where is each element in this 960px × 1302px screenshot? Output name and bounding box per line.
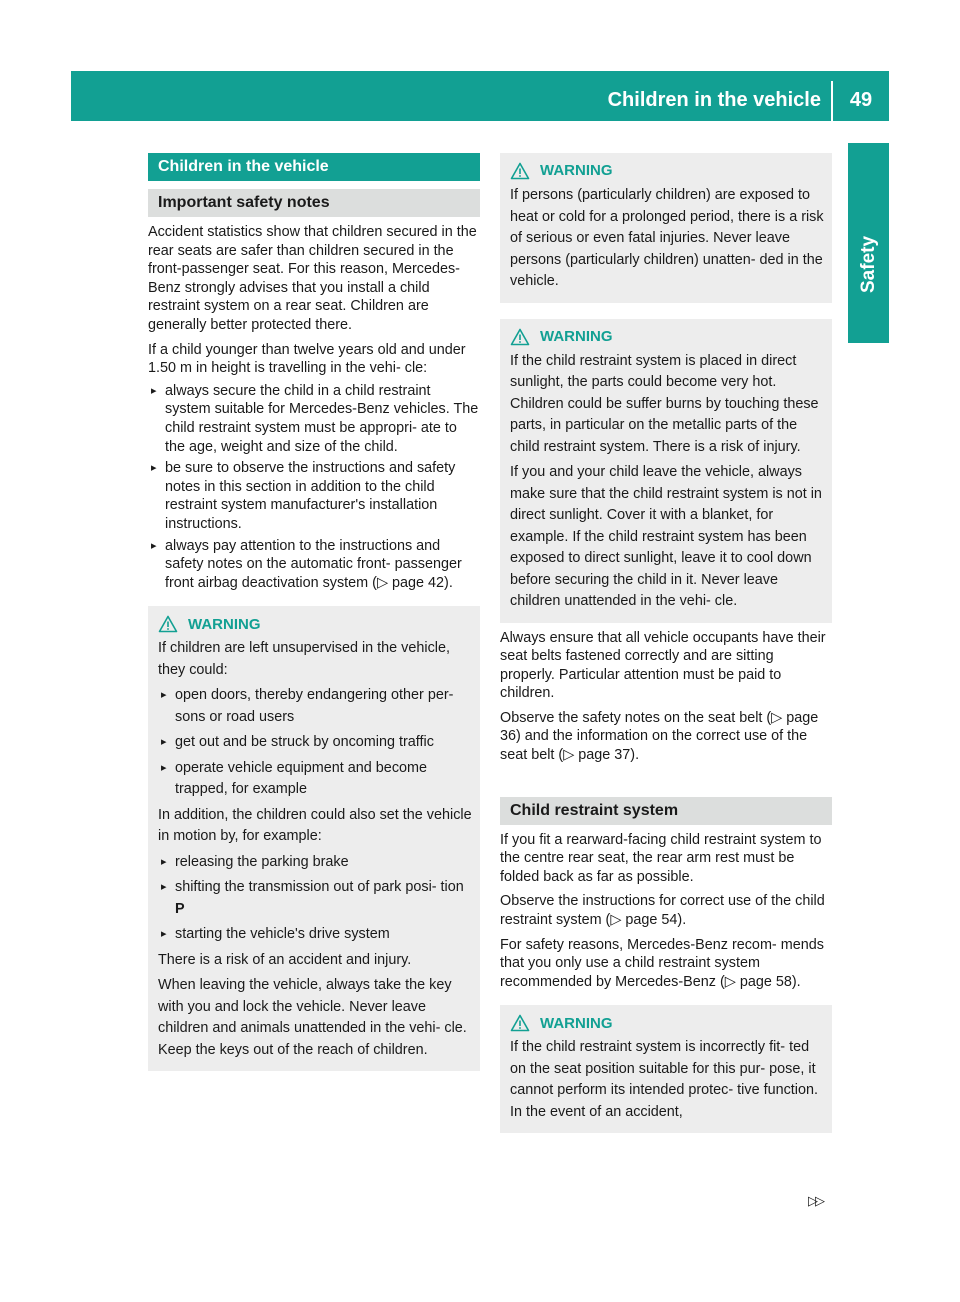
list-item: ▸ be sure to observe the instructions and safety notes in this section in addition to the child restraint system manufacturer's installation instructions. [148,459,480,533]
right-column [500,153,832,1133]
continue-mark: ▷▷ [808,1193,822,1208]
warning-box [500,1005,832,1133]
paragraph: If a child younger than twelve years old and under 1.50 m in height is travelling in the vehi- cle: [148,341,466,377]
warning-triangle-icon [510,162,530,180]
warning-label: WARNING [188,615,261,633]
warning-triangle-icon [510,1014,530,1032]
bullet-list [148,382,480,593]
warning-triangle-icon [158,615,178,633]
warning-label: WARNING [540,327,613,345]
warning-heading [158,614,472,634]
warning-box [500,153,832,303]
warning-text: If you and your child leave the vehicle, always make sure that the child restraint system is not in direct sunlight. Cover it with a blanket, for example. If the child restraint system has been exposed to direct sunlight, leave it to cool down before securing the child in it. Never leave children unattended in the vehi- cle. [510,464,822,609]
paragraph: Accident statistics show that children secured in the rear seats are safer than children secured in the front-passenger seat. For this reason, Mercedes-Benz strongly advises that you install a child restraint system on a rear seat. Children are generally better protected there. [148,224,477,333]
warning-heading [510,1013,824,1033]
warning-heading [510,161,824,181]
list-item: ▸ operate vehicle equipment and become trapped, for example [158,758,472,801]
list-item: ▸ get out and be struck by oncoming traffic [158,732,472,754]
gear-position: P [175,900,185,917]
list-item: ▸ always secure the child in a child restraint system suitable for Mercedes-Benz vehicles. The child restraint system must be appropri- ate to the age, weight and size of the child. [148,382,480,456]
page-number: 49 [849,89,873,111]
warning-text: There is a risk of an accident and injury. [158,951,412,968]
bullet-list [158,852,472,946]
section-tab-label: Safety [858,235,879,293]
left-column [148,153,480,1071]
subsection-title: Important safety notes [148,189,480,217]
list-item: ▸ always pay attention to the instructions and safety notes on the automatic front- passenger front airbag deactivation system (▷ page 42). [148,537,480,593]
header-title: Children in the vehicle [607,89,821,111]
warning-triangle-icon [510,328,530,346]
warning-text: When leaving the vehicle, always take the key with you and lock the vehicle. Never leave children and animals unattended in the vehi- cle. Keep the keys out of the reach of children. [158,977,467,1058]
bullet-list [158,685,472,801]
list-item: ▸ releasing the parking brake [158,852,472,874]
warning-label: WARNING [540,162,613,180]
paragraph: Observe the instructions for correct use of the child restraint system (▷ page 54). [500,893,825,929]
list-item: ▸ open doors, thereby endangering other per- sons or road users [158,685,472,728]
warning-heading [510,327,824,347]
warning-box [148,606,480,1071]
section-tab [848,143,889,343]
subsection-title: Child restraint system [500,797,832,825]
paragraph: For safety reasons, Mercedes-Benz recom- mends that you only use a child restraint system recommended by Mercedes-Benz (▷ page 58). [500,936,824,990]
paragraph: Always ensure that all vehicle occupants have their seat belts fastened correctly and are sitting properly. Particular attention must be paid to children. [500,629,826,702]
list-item [158,877,472,920]
warning-text: If children are left unsupervised in the vehicle, they could: [158,640,450,678]
warning-label: WARNING [540,1014,613,1032]
warning-text: In addition, the children could also set the vehicle in motion by, for example: [158,806,472,845]
warning-text: If the child restraint system is incorrectly fit- ted on the seat position suitable for this pur- pose, it cannot perform its intended protec- tive function. In the event of an accident, [510,1039,818,1120]
warning-text: If the child restraint system is placed in direct sunlight, the parts could become very hot. Children could be suffer burns by touching these parts, in particular on the metallic parts of the child restraint system. There is a risk of injury. [510,352,819,455]
paragraph: Observe the safety notes on the seat belt (▷ page 36) and the information on the correct use of the seat belt (▷ page 37). [500,709,819,764]
list-item: ▸ starting the vehicle's drive system [158,924,472,946]
warning-text: If persons (particularly children) are exposed to heat or cold for a prolonged period, there is a risk of serious or even fatal injuries. Never leave persons (particularly children) unatten- ded in the vehicle. [510,187,824,289]
section-title: Children in the vehicle [148,153,480,181]
paragraph: If you fit a rearward-facing child restraint system to the centre rear seat, the rear arm rest must be folded back as far as possible. [500,831,822,885]
warning-box [500,319,832,623]
page-header [71,71,889,121]
list-item-text: shifting the transmission out of park posi- tion [175,879,464,896]
